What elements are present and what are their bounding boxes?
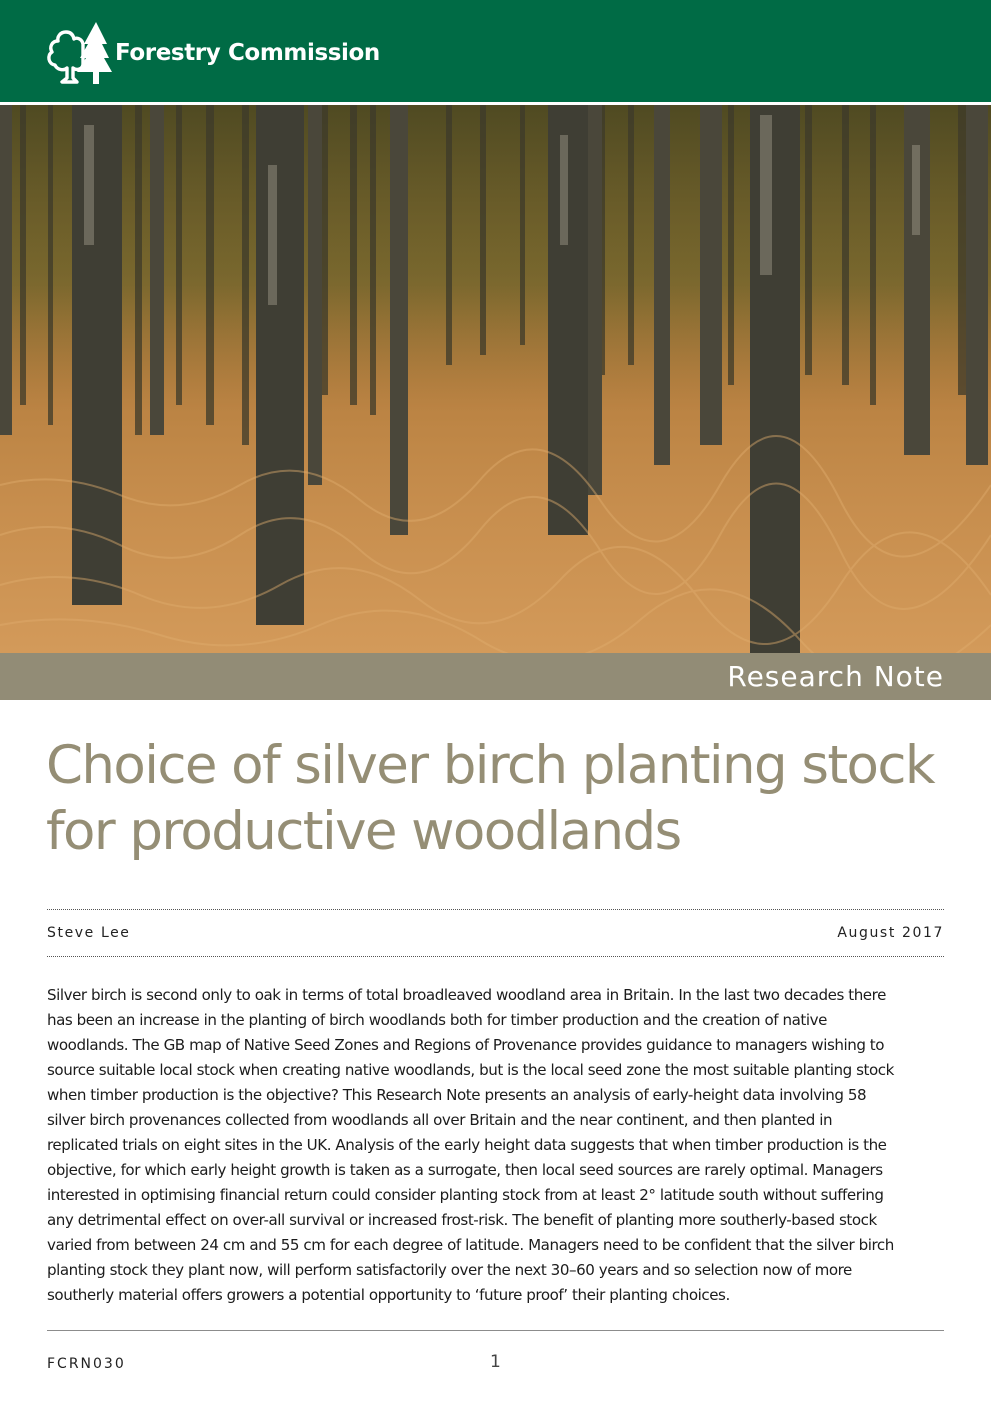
title-line-1: Choice of silver birch planting stock: [46, 735, 934, 796]
brand-name: Forestry Commission: [115, 40, 380, 66]
meta-bottom-divider: [47, 956, 944, 957]
summary-line: interested in optimising financial return could consider planting stock from at least 2° latitude south without suffering: [47, 1186, 884, 1204]
research-note-banner: [0, 653, 991, 700]
summary-line: southerly material offers growers a potential opportunity to ‘future proof’ their planting choices.: [47, 1286, 730, 1304]
woodland-illustration: [0, 105, 991, 653]
summary-line: any detrimental effect on over-all survival or increased frost-risk. The benefit of planting more southerly-based stock: [47, 1211, 877, 1229]
summary-line: varied from between 24 cm and 55 cm for each degree of latitude. Managers need to be confident that the silver birch: [47, 1236, 894, 1254]
summary-line: planting stock they plant now, will perform satisfactorily over the next 30–60 years and so selection now of more: [47, 1261, 852, 1279]
forestry-commission-tree-logo-icon: [46, 22, 112, 84]
header-bar: [0, 0, 991, 102]
summary-line: silver birch provenances collected from woodlands all over Britain and the near continent, and then planted in: [47, 1111, 833, 1129]
page-title: [46, 733, 966, 865]
title-line-2: for productive woodlands: [46, 801, 681, 862]
summary-line: objective, for which early height growth is taken as a surrogate, then local seed sources are rarely optimal. Managers: [47, 1161, 883, 1179]
summary-paragraph: [47, 983, 947, 1308]
publication-type-label: Research Note: [727, 660, 944, 693]
publication-date: August 2017: [837, 925, 944, 941]
footer-divider: [47, 1330, 944, 1331]
summary-line: Silver birch is second only to oak in terms of total broadleaved woodland area in Britain. In the last two decades there: [47, 986, 886, 1004]
document-code: FCRN030: [47, 1356, 126, 1372]
page-number: 1: [490, 1352, 501, 1372]
meta-top-divider: [47, 909, 944, 910]
summary-line: has been an increase in the planting of birch woodlands both for timber production and the creation of native: [47, 1011, 827, 1029]
summary-line: replicated trials on eight sites in the UK. Analysis of the early height data suggests that when timber production is the: [47, 1136, 887, 1154]
hero-photo-birch-woodland: [0, 105, 991, 653]
summary-line: source suitable local stock when creating native woodlands, but is the local seed zone the most suitable planting stock: [47, 1061, 894, 1079]
summary-line: when timber production is the objective? This Research Note presents an analysis of early-height data involving 58: [47, 1086, 867, 1104]
author-name: Steve Lee: [47, 925, 131, 941]
summary-line: woodlands. The GB map of Native Seed Zones and Regions of Provenance provides guidance to managers wishing to: [47, 1036, 885, 1054]
